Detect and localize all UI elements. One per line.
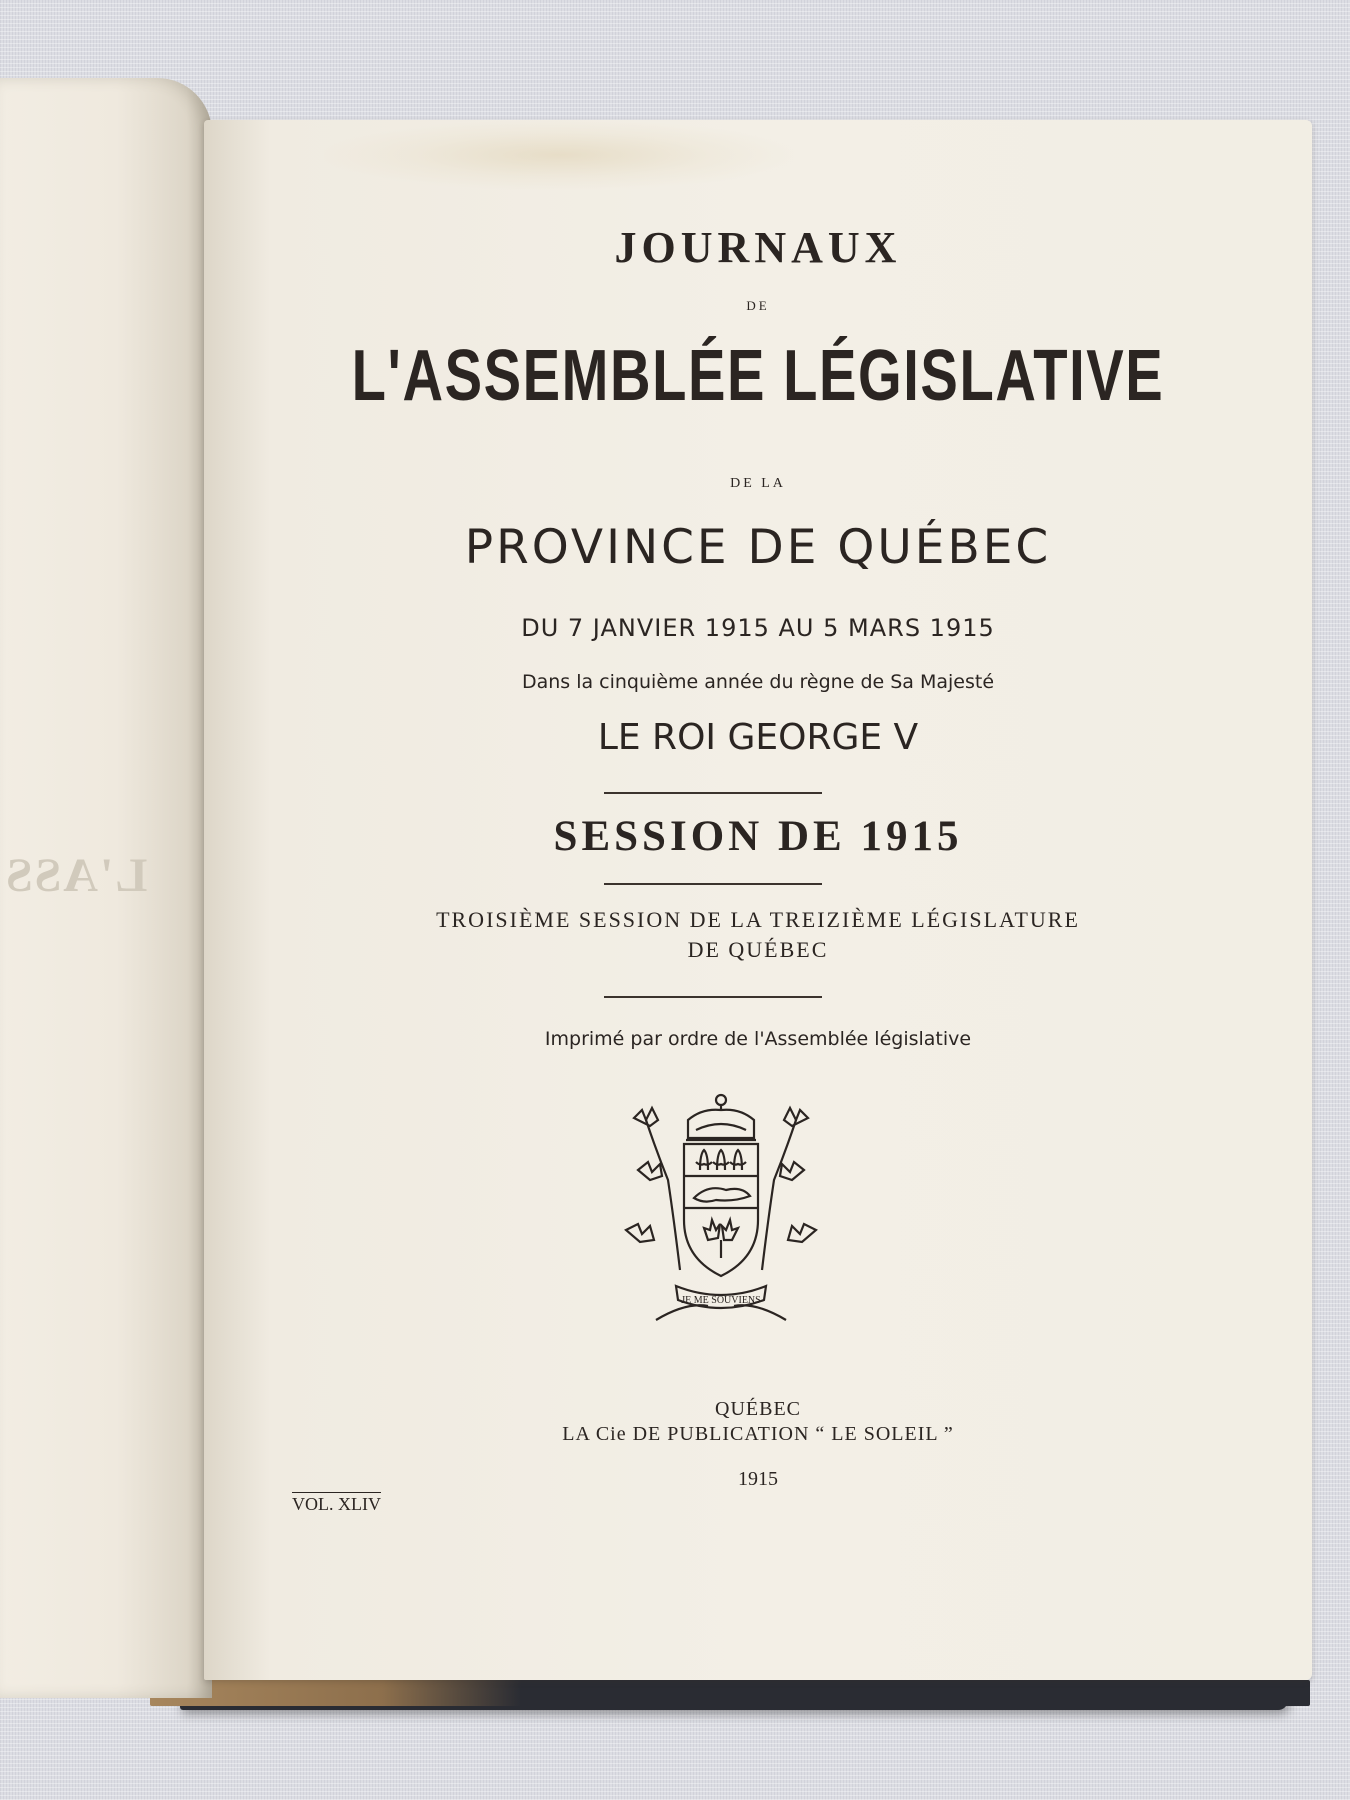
divider-rule [604,996,822,998]
legislature-line-2: DE QUÉBEC [687,937,829,962]
title-province: PROVINCE DE QUÉBEC [464,520,1052,575]
bleed-through-text: L'ASS [4,849,148,902]
printed-by-order: Imprimé par ordre de l'Assemblée législative [544,1028,972,1050]
imprint-publisher: LA Cie DE PUBLICATION “ LE SOLEIL ” [562,1423,954,1445]
legislature-line-1: TROISIÈME SESSION DE LA TREIZIÈME LÉGISLATURE [436,907,1080,932]
title-legislature [204,905,1312,965]
imprint-city: QUÉBEC [715,1398,801,1420]
title-regne: Dans la cinquième année du règne de Sa Majesté [521,671,995,693]
title-dates: DU 7 JANVIER 1915 AU 5 MARS 1915 [521,614,995,642]
imprint-year: 1915 [738,1468,778,1490]
coat-of-arms-icon [616,1080,826,1330]
divider-rule [604,792,822,794]
title-de: DE [746,298,770,313]
volume-number: VOL. XLIV [292,1494,381,1514]
title-de-la: DE LA [730,476,786,491]
title-journaux: JOURNAUX [614,223,902,272]
left-page [0,78,212,1698]
title-assemblee: L'ASSEMBLÉE LÉGISLATIVE [351,336,1165,416]
title-session: SESSION DE 1915 [553,813,963,860]
title-page-sheet [204,120,1312,1680]
title-page [204,120,1312,1680]
coat-of-arms-motto: JE ME SOUVIENS [681,1295,761,1306]
book-cover-bottom-edge [150,1680,1310,1706]
title-roi: LE ROI GEORGE V [597,717,919,758]
divider-rule [604,883,822,885]
